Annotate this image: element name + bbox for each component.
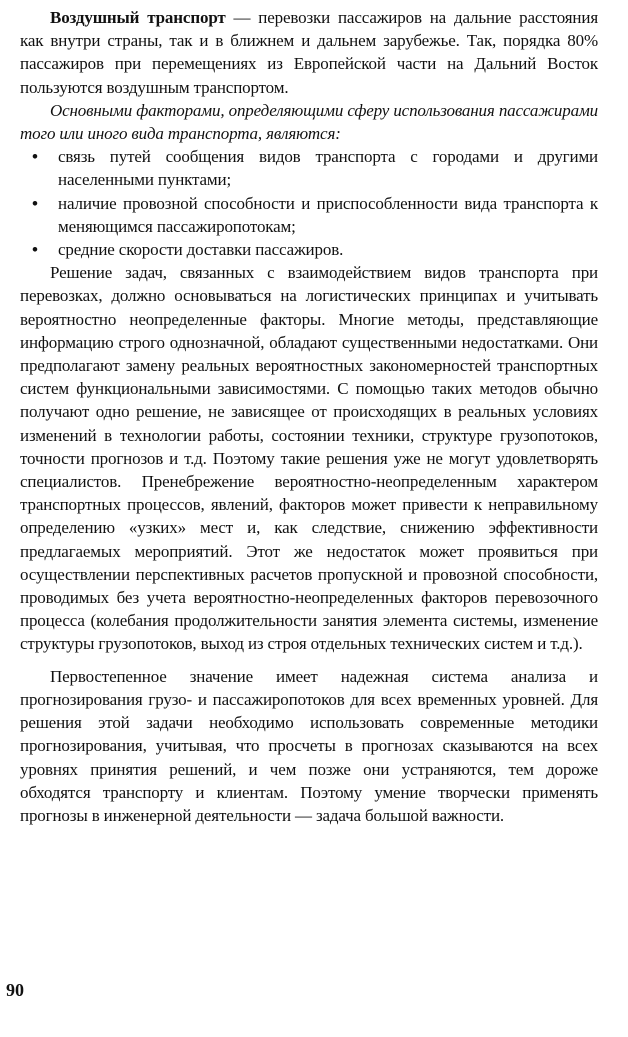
factors-intro: Основными факторами, определяющими сферу использования пассажирами того или иного вида транспорта, являются: bbox=[20, 100, 598, 144]
list-item-text: наличие провозной способности и приспособленности вида транспорта к меняющимся пассажиропотокам; bbox=[58, 193, 598, 236]
term-air-transport: Воздушный транспорт bbox=[50, 8, 226, 27]
paragraph-interaction: Решение задач, связанных с взаимодействием видов транспорта при перевозках, должно основываться на логистических принципах и учитывать вероятностно неопределенные факторы. Многие методы, представляющие информацию строго однозначной, обладают существенными недостатками. Они предполагают замену реальных вероятностных закономерностей транспортных систем функциональными зависимостями. С помощью таких методов обычно получают одно решение, не зависящее от происходящих в реальных условиях изменений в технологии работы, состоянии техники, структуре грузопотоков, точности прогнозов и т.д. Поэтому такие решения уже не могут удовлетворять специалистов. Пренебрежение вероятностно-неопределенным характером транспортных процессов, явлений, факторов может привести к неправильному определению «узких» мест и, как следствие, снижению эффективности предлагаемых мероприятий. Этот же недостаток может проявиться при осуществлении перспективных расчетов пропускной и провозной способности, проводимых без учета вероятностно-неопределенных факторов перевозочного процесса (колебания продолжительности занятия элемента системы, изменение структуры грузопотоков, выход из строя отдельных технических систем и т.д.). bbox=[20, 263, 598, 654]
list-item bbox=[20, 238, 598, 261]
factors-list bbox=[20, 145, 598, 261]
document-page bbox=[20, 6, 598, 827]
bullet-icon: • bbox=[32, 240, 38, 260]
bullet-icon: • bbox=[32, 193, 38, 213]
list-item bbox=[20, 192, 598, 238]
list-item-text: средние скорости доставки пассажиров. bbox=[58, 240, 344, 260]
paragraph-forecasting: Первостепенное значение имеет надежная система анализа и прогнозирования грузо- и пассажиропотоков для всех временных уровней. Для решения этой задачи необходимо использовать современные методики прогнозирования, учитывая, что просчеты в прогнозах сказываются на всех уровнях принятия решений, и чем позже они устраняются, тем дороже обходятся транспорту и клиентам. Поэтому умение творчески применять прогнозы в инженерной деятельности — задача большой важности. bbox=[20, 666, 598, 825]
list-item-text: связь путей сообщения видов транспорта с городами и другими населенными пунктами; bbox=[58, 147, 598, 190]
paragraph-air-transport-text: — перевозки пассажиров на дальние расстояния как внутри страны, так и в ближнем и дальнем зарубежье. Так, порядка 80% пассажиров при перемещениях из Европейской части на Дальний Восток пользуются воздушным транспортом. bbox=[20, 8, 598, 97]
list-item bbox=[20, 145, 598, 191]
paragraph-gap bbox=[20, 656, 598, 665]
page-number: 90 bbox=[6, 980, 24, 1000]
paragraph-air-transport bbox=[20, 6, 598, 99]
bullet-icon: • bbox=[32, 147, 38, 167]
